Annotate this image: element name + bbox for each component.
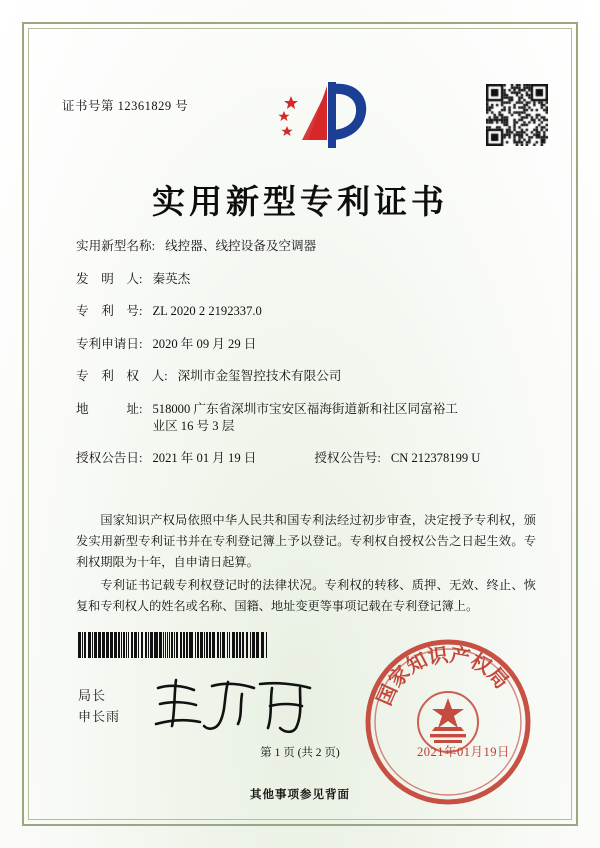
field-address [76, 401, 540, 435]
field-value: 线控器、线控设备及空调器 [165, 239, 317, 253]
field-label: 专 利 权 人 [76, 369, 165, 383]
field-value: 2020 年 09 月 29 日 [152, 336, 257, 351]
qr-code-icon [486, 84, 548, 146]
field-application-date [76, 336, 540, 353]
grant-no-value: CN 212378199 U [390, 451, 481, 465]
barcode [78, 632, 268, 658]
field-label: 地 址 [76, 401, 139, 416]
field-label: 发 明 人 [76, 271, 139, 286]
grant-no-label: 授权公告号 [314, 451, 378, 465]
address-line-2: 业区 16 号 3 层 [152, 418, 235, 433]
handwritten-signature-icon [150, 672, 320, 738]
field-colon: : [138, 451, 143, 465]
paragraph-1: 国家知识产权局依照中华人民共和国专利法经过初步审查，决定授予专利权，颁发实用新型专利证书并在专利登记簿上予以登记。专利权自授权公告之日起生效。专利权期限为十年，自申请日起算。 [76, 513, 536, 569]
field-patentee [76, 368, 540, 385]
grant-no-group [314, 450, 480, 467]
field-colon: : [138, 401, 143, 416]
seal-text: 国家知识产权局 [371, 642, 514, 709]
field-patent-number [76, 303, 540, 320]
field-colon: : [138, 271, 143, 286]
grant-date-label: 授权公告日 [76, 451, 139, 465]
field-label: 专 利 号 [76, 304, 139, 318]
field-value: 深圳市金玺智控技术有限公司 [177, 369, 342, 383]
grant-date-value: 2021 年 01 月 19 日 [152, 451, 257, 465]
seal-date: 2021年01月19日 [416, 745, 510, 759]
field-colon: : [138, 304, 143, 318]
certificate-content [40, 40, 560, 808]
grant-date-group [76, 450, 256, 467]
corner-ornament-top-right [560, 22, 578, 40]
field-utility-model-name [76, 238, 540, 255]
field-inventor [76, 271, 540, 288]
corner-ornament-bottom-left [22, 808, 40, 826]
paragraph-2: 专利证书记载专利权登记时的法律状况。专利权的转移、质押、无效、终止、恢复和专利权人的姓名或名称、国籍、地址变更等事项记载在专利登记簿上。 [76, 577, 536, 613]
field-label: 实用新型名称 [76, 239, 152, 253]
page-title: 实用新型专利证书 [152, 182, 448, 221]
corner-ornament-bottom-right [560, 808, 578, 826]
svg-text:国家知识产权局 [372, 642, 514, 709]
header-row [62, 78, 550, 158]
grant-row [76, 450, 540, 467]
field-list [76, 238, 540, 482]
field-colon: : [164, 369, 168, 383]
director-label: 局长 [78, 688, 107, 703]
official-seal [362, 636, 534, 808]
sipo-logo-icon [278, 78, 370, 154]
field-colon: : [138, 336, 143, 351]
address-value-wrap [152, 401, 457, 435]
field-colon: : [377, 451, 381, 465]
director-name: 申长雨 [78, 709, 121, 725]
director-block [78, 685, 120, 728]
legal-paragraphs [76, 510, 536, 619]
field-colon: : [151, 239, 156, 253]
field-label: 专利申请日 [76, 336, 139, 351]
footer-note: 其他事项参见背面 [250, 789, 350, 801]
page-number: 第 1 页 (共 2 页) [260, 747, 340, 759]
field-value: ZL 2020 2 2192337.0 [152, 304, 262, 318]
address-line-1: 518000 广东省深圳市宝安区福海街道新和社区同富裕工 [152, 401, 458, 416]
corner-ornament-top-left [22, 22, 40, 40]
field-value: 秦英杰 [152, 271, 191, 286]
certificate-number: 证书号第 12361829 号 [62, 99, 189, 113]
